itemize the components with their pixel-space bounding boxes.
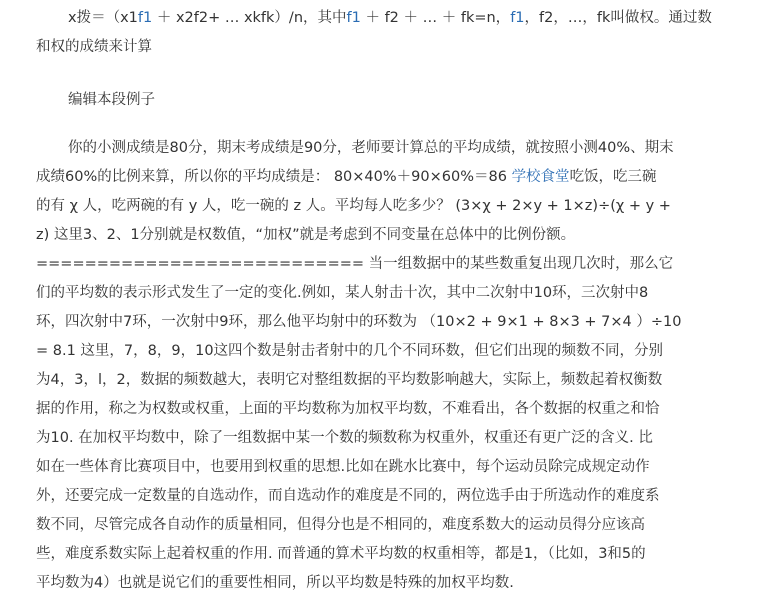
formula-text: ＋ f2 ＋ … ＋ fk=n， — [360, 10, 511, 26]
formula-term-f1: f1 — [137, 10, 153, 26]
formula-line-2: 和权的成绩来计算 — [36, 39, 152, 55]
example-line: =========================== 当一组数据中的某些数重复出现几次时，那么它 — [36, 256, 674, 272]
example-line: 你的小测成绩是80分，期末考成绩是90分，老师要计算总的平均成绩，就按照小测40%、期末 — [68, 140, 674, 156]
formula-text: ，f2，…，fk叫做权。通过数 — [524, 10, 712, 26]
example-line: 数不同，尽管完成各自动作的质量相同，但得分也是不相同的，难度系数大的运动员得分应该高 — [36, 517, 645, 533]
formula-line-1 — [36, 4, 736, 33]
example-line: = 8.1 这里，7，8，9，10这四个数是射击者射中的几个不同环数，但它们出现的频数不同，分别 — [36, 343, 664, 359]
section-heading-text: 编辑本段例子 — [68, 92, 155, 108]
example-line: 如在一些体育比赛项目中，也要用到权重的思想.比如在跳水比赛中，每个运动员除完成规定动作 — [36, 459, 650, 475]
example-text: 吃饭，吃三碗 — [569, 169, 657, 185]
example-line: 为10. 在加权平均数中，除了一组数据中某一个数的频数称为权重外，权重还有更广泛的含义. 比 — [36, 430, 653, 446]
example-line: 外，还要完成一定数量的自选动作，而自选动作的难度是不同的，两位选手由于所选动作的难度系 — [36, 488, 660, 504]
school-canteen-link[interactable]: 学校食堂 — [511, 169, 570, 185]
example-line: 平均数为4）也就是说它们的重要性相同，所以平均数是特殊的加权平均数. — [36, 575, 514, 591]
formula-paragraph — [36, 4, 736, 62]
example-line: 的有 χ 人，吃两碗的有 y 人，吃一碗的 z 人。平均每人吃多少？ (3×χ + 2×y + 1×z)÷(χ + y + — [36, 198, 671, 214]
example-line: 些，难度系数实际上起着权重的作用. 而普通的算术平均数的权重相等，都是1，（比如，3和5的 — [36, 546, 646, 562]
example-line — [36, 163, 736, 192]
example-line: 们的平均数的表示形式发生了一定的变化.例如，某人射击十次，其中二次射中10环，三次射中8 — [36, 285, 649, 301]
formula-term-f1: f1 — [346, 10, 361, 26]
example-line: 环，四次射中7环，一次射中9环，那么他平均射中的环数为 （10×2 + 9×1 + 8×3 + 7×4 ）÷10 — [36, 314, 682, 330]
formula-term-f1: f1 — [510, 10, 525, 26]
example-text: 成绩60%的比例来算，所以你的平均成绩是： 80×40%＋90×60%＝86 — [36, 169, 512, 185]
example-paragraph — [36, 134, 736, 598]
formula-text: x拨＝（x1 — [68, 10, 138, 26]
example-line: 据的作用，称之为权数或权重，上面的平均数称为加权平均数，不难看出，各个数据的权重之和恰 — [36, 401, 660, 417]
section-heading — [36, 86, 736, 115]
example-line: z) 这里3、2、1分别就是权数值，“加权”就是考虑到不同变量在总体中的比例份额。 — [36, 227, 576, 243]
example-line: 为4，3，l，2，数据的频数越大，表明它对整组数据的平均数影响越大，实际上，频数起着权衡数 — [36, 372, 663, 388]
formula-text: ＋ x2f2+ … xkfk）/n，其中 — [152, 10, 347, 26]
